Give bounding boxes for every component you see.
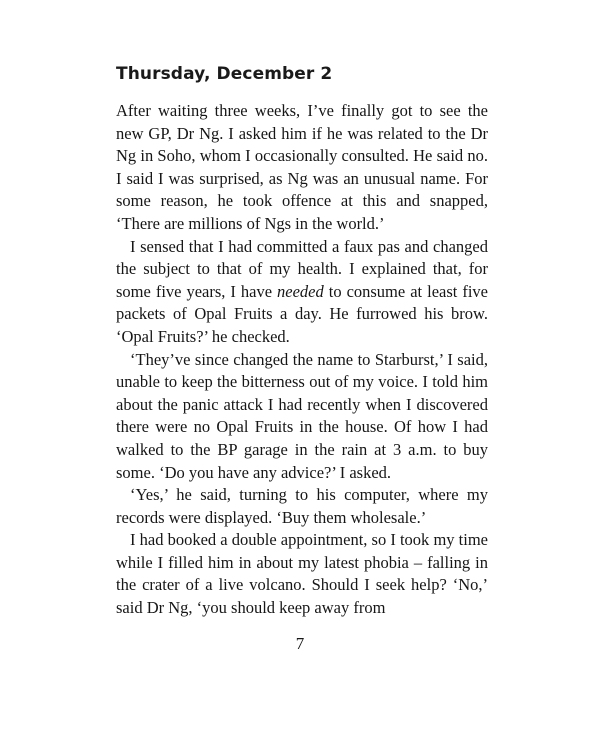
emphasized-text: needed <box>277 281 324 301</box>
diary-entry-heading: Thursday, December 2 <box>116 64 333 84</box>
text-segment: I had booked a double appointment, so I took my time while I filled him in about my latest phobia – falling in the crater of a live volcano. Should I seek help? ‘No,’ said Dr Ng, ‘you should keep away from <box>116 530 488 618</box>
body-text <box>116 100 488 620</box>
page-number: 7 <box>295 634 305 653</box>
text-segment: to consume at least five packets of Opal Fruits a day. He furrowed his brow. ‘Opal Fruits?’ he checked. <box>116 281 488 346</box>
paragraph <box>116 100 488 236</box>
paragraph <box>116 236 488 349</box>
text-segment: I sensed that I had committed a faux pas and changed the subject to that of my health. I explained that, for some five years, I have <box>116 236 488 301</box>
paragraph <box>116 484 488 529</box>
text-segment: ‘Yes,’ he said, turning to his computer, where my records were displayed. ‘Buy them wholesale.’ <box>116 485 488 527</box>
text-segment: ‘They’ve since changed the name to Starburst,’ I said, unable to keep the bitterness out of my voice. I told him about the panic attack I had recently when I discovered there were no Opal Fruits in the house. Of how I had walked to the BP garage in the rain at 3 a.m. to buy some. ‘Do you have any advice?’ I asked. <box>116 349 488 482</box>
paragraph <box>116 349 488 485</box>
text-segment: After waiting three weeks, I’ve finally got to see the new GP, Dr Ng. I asked him if he was related to the Dr Ng in Soho, whom I occasionally consulted. He said no. I said I was surprised, as Ng was an unusual name. For some reason, he took offence at this and snapped, ‘There are millions of Ngs in the world.’ <box>116 101 488 233</box>
paragraph <box>116 529 488 619</box>
